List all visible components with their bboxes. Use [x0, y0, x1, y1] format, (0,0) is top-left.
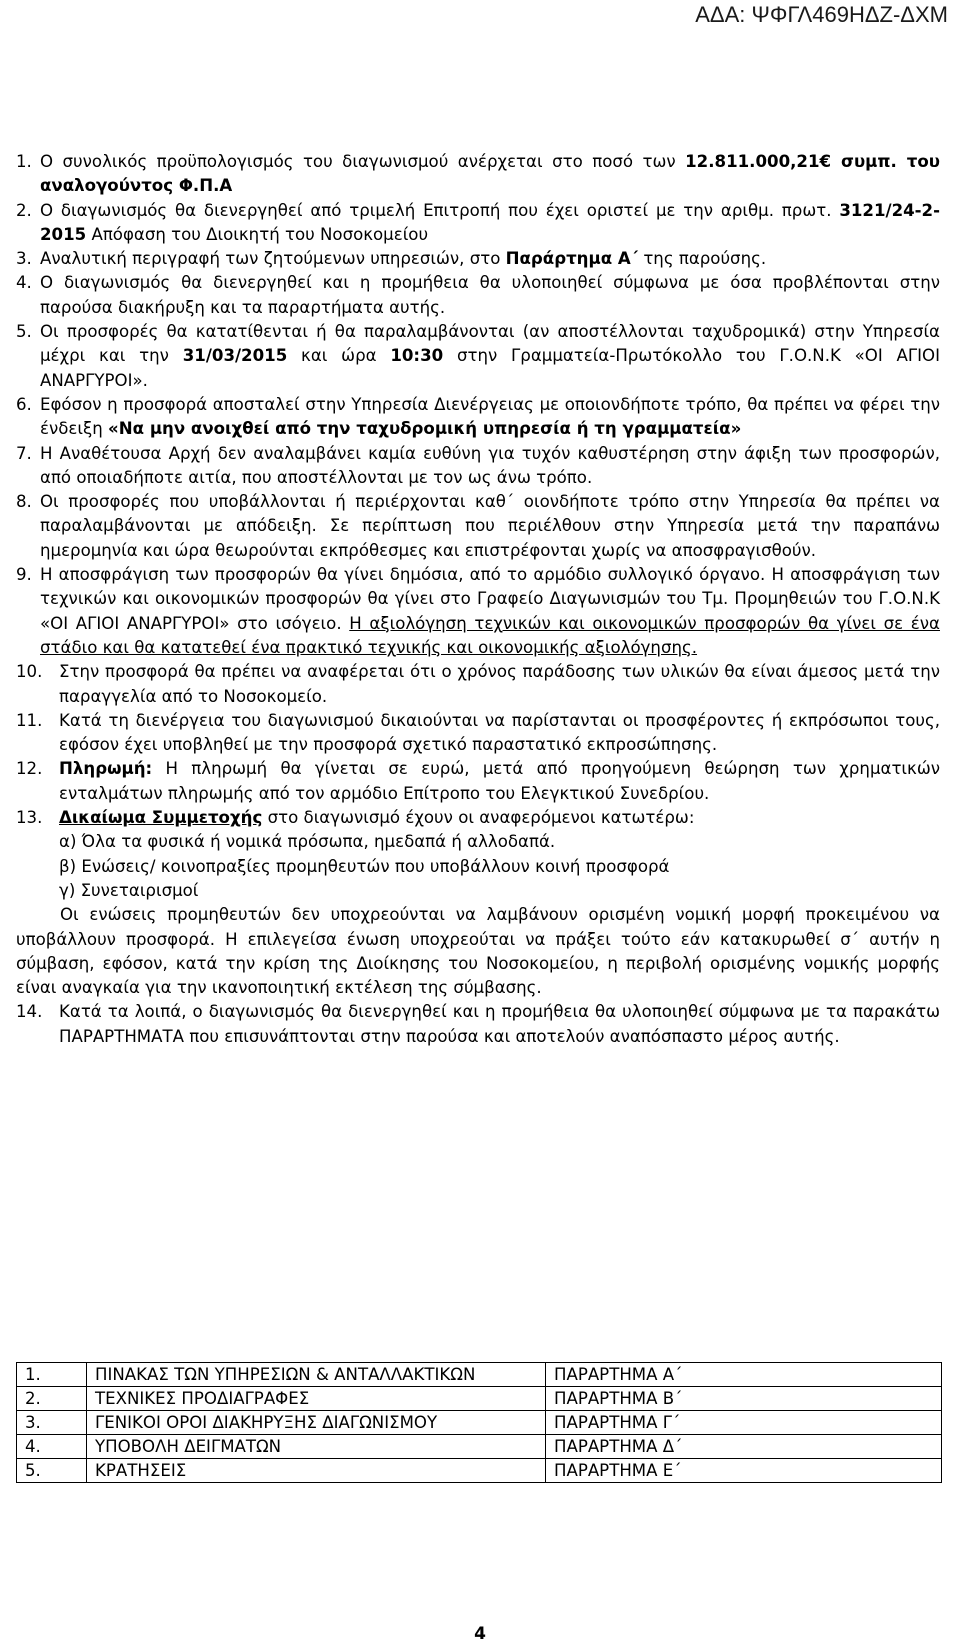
item-number: 12. [16, 759, 43, 779]
item-text-post: Η πληρωμή θα γίνεται σε ευρώ, μετά από προηγούμενη θεώρηση των χρηματικών ενταλμάτων πληρωμής από τον αρμόδιο Επίτροπο του Ελεγκτικού Συνεδρίου. [59, 759, 940, 803]
item-text [40, 199, 940, 248]
list-item [16, 393, 940, 442]
item-number: 10. [16, 662, 43, 682]
item-text-pre: Εφόσον η προσφορά αποσταλεί στην Υπηρεσία Διενέργειας με οποιονδήποτε τρόπο, θα πρέπει να φέρει την ένδειξη [40, 394, 940, 439]
item-text-pre: Ο διαγωνισμός θα διενεργηθεί από τριμελή Επιτροπή που έχει οριστεί με την αριθμ. πρωτ. [40, 200, 840, 220]
item-text-bold: 3121/24-2-2015 [40, 200, 940, 244]
item-number: 7. [16, 443, 32, 463]
item-number: 4. [16, 273, 32, 293]
ada-code: ΑΔΑ: ΨΦΓΛ469ΗΔΖ-ΔΧΜ [695, 2, 948, 27]
item-text [40, 393, 940, 442]
list-item [16, 709, 940, 758]
item-text-pre: Η αποσφράγιση των προσφορών θα γίνει δημόσια, από το αρμόδιο συλλογικό όργανο. Η αποσφράγιση των τεχνικών και οικονομικών προσφορών θα γίνει στο Γραφείο Διαγωνισμών του Τμ. Προμηθειών του Γ.Ο.Ν.Κ «ΟΙ ΑΓΙΟΙ ΑΝΑΡΓΥΡΟΙ» στο ισόγειο. [40, 565, 940, 633]
item-number: 6. [16, 394, 32, 414]
table-row [17, 1387, 942, 1411]
item-text-pre: Οι προσφορές θα κατατίθενται ή θα παραλαμβάνονται (αν αποστέλλονται ταχυδρομικά) στην Υπηρεσία μέχρι και την [40, 322, 940, 366]
list-item [16, 320, 940, 393]
annex-title: ΓΕΝΙΚΟΙ ΟΡΟΙ ΔΙΑΚΗΡΥΞΗΣ ΔΙΑΓΩΝΙΣΜΟΥ [87, 1411, 546, 1435]
item-number: 5. [16, 322, 32, 342]
annex-label: ΠΑΡΑΡΤΗΜΑ Ε΄ [546, 1459, 942, 1483]
annex-title: ΥΠΟΒΟΛΗ ΔΕΙΓΜΑΤΩΝ [87, 1435, 546, 1459]
table-row [17, 1435, 942, 1459]
list-item [16, 271, 940, 320]
item-text [40, 247, 940, 271]
item-text [59, 806, 940, 830]
annex-title: ΠΙΝΑΚΑΣ ΤΩΝ ΥΠΗΡΕΣΙΩΝ & ΑΝΤΑΛΛΑΚΤΙΚΩΝ [87, 1363, 546, 1387]
item-number: 1. [16, 152, 32, 171]
participation-option-a: α) Όλα τα φυσικά ή νομικά πρόσωπα, ημεδαπά ή αλλοδαπά. [59, 832, 556, 852]
annex-number: 4. [17, 1435, 87, 1459]
item-text-pre: Ο συνολικός προϋπολογισμός του διαγωνισμού ανέρχεται στο ποσό των [40, 152, 686, 171]
list-item [16, 247, 940, 271]
item-text-mid: και ώρα [287, 346, 391, 366]
item-text-post: της παρούσης. [638, 249, 767, 269]
item-number: 9. [16, 565, 32, 585]
annex-number: 2. [17, 1387, 87, 1411]
item-text-post: Απόφαση του Διοικητή του Νοσοκομείου [86, 224, 429, 244]
table-row [17, 1459, 942, 1483]
annex-label: ΠΑΡΑΡΤΗΜΑ Β΄ [546, 1387, 942, 1411]
item-text-post: στην Γραμματεία-Πρωτόκολλο του Γ.Ο.Ν.Κ «ΟΙ ΑΓΙΟΙ ΑΝΑΡΓΥΡΟΙ». [40, 346, 940, 390]
item-text: Η Αναθέτουσα Αρχή δεν αναλαμβάνει καμία ευθύνη για τυχόν καθυστέρηση στην άφιξη των προσφορών, από οποιαδήποτε αιτία, που αποστέλλονται με τον ως άνω τρόπο. [40, 443, 940, 487]
item-text [40, 320, 940, 393]
item-text-bold: «Να μην ανοιχθεί από την ταχυδρομική υπηρεσία ή τη γραμματεία» [108, 419, 742, 439]
list-item [16, 150, 940, 199]
item-number: 13. [16, 808, 43, 828]
annex-label: ΠΑΡΑΡΤΗΜΑ Δ΄ [546, 1435, 942, 1459]
participation-paragraph: Οι ενώσεις προμηθευτών δεν υποχρεούνται να λαμβάνουν ορισμένη νομική μορφή προκειμένου να υποβάλλουν προσφορά. Η επιλεγείσα ένωση υποχρεούται να πράξει τούτο εάν κατακυρωθεί σ΄ αυτήν η σύμβαση, εφόσον, κατά την κρίση της Διοίκησης του Νοσοκομείου, η περιβολή ορισμένης νομικής μορφής είναι αναγκαία για την ικανοποιητική εκτέλεση της σύμβασης. [16, 905, 940, 998]
item-text [59, 757, 940, 806]
list-item [16, 442, 940, 491]
list-item [16, 1000, 940, 1049]
item-text: Στην προσφορά θα πρέπει να αναφέρεται ότι ο χρόνος παράδοσης των υλικών θα είναι άμεσος μετά την παραγγελία από το Νοσοκομείο. [59, 662, 940, 706]
item-number: 2. [16, 200, 32, 220]
item-text: Οι προσφορές που υποβάλλονται ή περιέρχονται καθ΄ οιονδήποτε τρόπο στην Υπηρεσία θα πρέπει να παραλαμβάνονται με απόδειξη. Σε περίπτωση που περιέλθουν στην Υπηρεσία μετά την παραπάνω ημερομηνία και ώρα θεωρούνται εκπρόθεσμες και επιστρέφονται χωρίς να αποσφραγισθούν. [40, 492, 940, 560]
document-body [16, 150, 940, 1049]
annex-number: 1. [17, 1363, 87, 1387]
annex-label: ΠΑΡΑΡΤΗΜΑ Γ΄ [546, 1411, 942, 1435]
item-text-underlined: Η αξιολόγηση τεχνικών και οικονομικών προσφορών θα γίνει σε ένα στάδιο και θα κατατεθεί ένα πρακτικό τεχνικής και οικονομικής αξιολόγησης. [40, 613, 940, 657]
item-text: Κατά τα λοιπά, ο διαγωνισμός θα διενεργηθεί και η προμήθεια θα υλοποιηθεί σύμφωνα με τα παρακάτω ΠΑΡΑΡΤΗΜΑΤΑ που επισυνάπτονται στην παρούσα και αποτελούν αναπόσπαστο μέρος αυτής. [59, 1002, 940, 1046]
item-number: 3. [16, 249, 32, 269]
annex-label: ΠΑΡΑΡΤΗΜΑ Α΄ [546, 1363, 942, 1387]
annex-title: ΚΡΑΤΗΣΕΙΣ [87, 1459, 546, 1483]
table-row [17, 1411, 942, 1435]
annex-number: 5. [17, 1459, 87, 1483]
item-number: 11. [16, 710, 43, 730]
annex-number: 3. [17, 1411, 87, 1435]
item-text [40, 563, 940, 660]
list-item [16, 490, 940, 563]
item-text-bold: Παράρτημα Α΄ [505, 249, 639, 269]
table-row [17, 1363, 942, 1387]
page-number: 4 [474, 1624, 486, 1644]
annex-table [16, 1362, 942, 1483]
participation-option-b: β) Ενώσεις/ κοινοπραξίες προμηθευτών που υποβάλλουν κοινή προσφορά [59, 856, 670, 876]
item-text [40, 150, 940, 199]
list-item [16, 199, 940, 248]
item-text-bold: 12.811.000,21€ συμπ. του αναλογούντος Φ.Π.Α [40, 152, 940, 196]
list-item [16, 563, 940, 660]
item-text: Κατά τη διενέργεια του διαγωνισμού δικαιούνται να παρίστανται οι προσφέροντες ή εκπρόσωποι τους, εφόσον έχει υποβληθεί με την προσφορά σχετικό παραστατικό εκπροσώπησης. [59, 710, 940, 755]
item-number: 8. [16, 492, 32, 512]
item-text-post: στο διαγωνισμό έχουν οι αναφερόμενοι κατωτέρω: [262, 808, 695, 828]
item-text-bold-underlined: Δικαίωμα Συμμετοχής [59, 808, 263, 828]
list-item [16, 660, 940, 709]
list-item [16, 757, 940, 806]
annex-title: ΤΕΧΝΙΚΕΣ ΠΡΟΔΙΑΓΡΑΦΕΣ [87, 1387, 546, 1411]
item-text: Ο διαγωνισμός θα διενεργηθεί και η προμήθεια θα υλοποιηθεί σύμφωνα με όσα προβλέπονται στην παρούσα διακήρυξη και τα παραρτήματα αυτής. [40, 273, 940, 317]
item-text-bold: Πληρωμή: [59, 759, 153, 779]
participation-option-c: γ) Συνεταιρισμοί [59, 880, 199, 900]
item-text-bold: 10:30 [390, 346, 444, 366]
item-text-pre: Αναλυτική περιγραφή των ζητούμενων υπηρεσιών, στο [40, 249, 506, 269]
item-number: 14. [16, 1002, 43, 1022]
list-item [16, 806, 940, 830]
item-text-bold: 31/03/2015 [182, 346, 288, 366]
